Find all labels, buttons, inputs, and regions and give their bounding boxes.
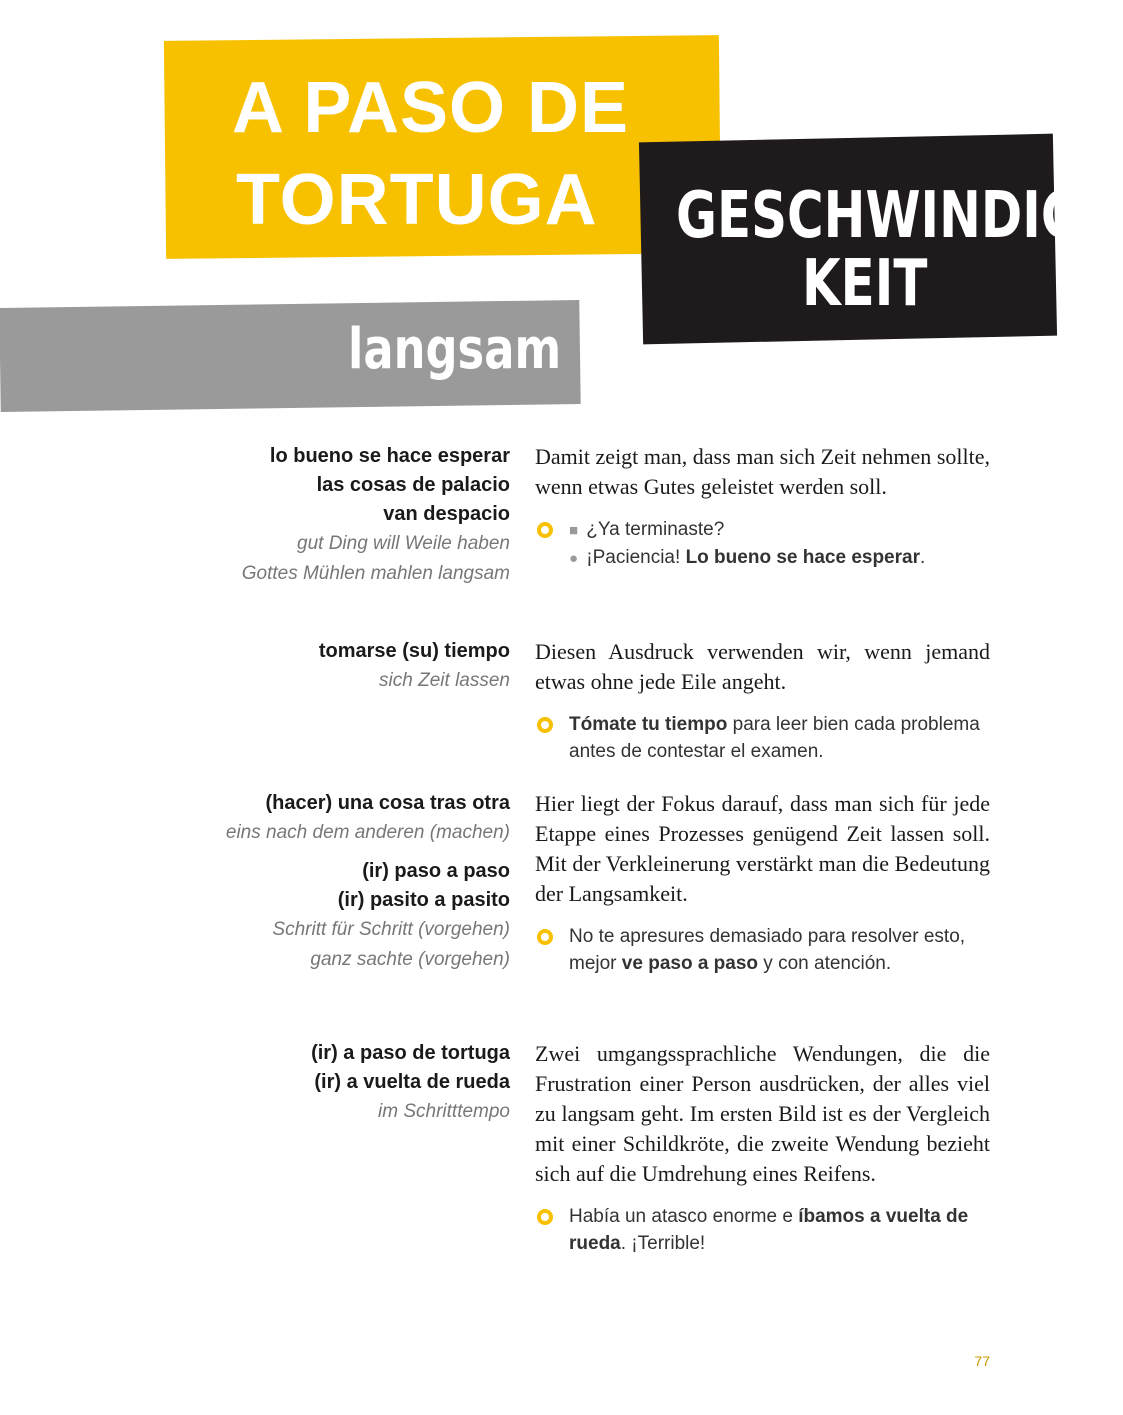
example-text: No te apresures demasiado para resolver esto, mejor [569, 926, 966, 974]
expression-column [160, 442, 510, 589]
translation: gut Ding will Weile haben [297, 533, 510, 554]
translation: Gottes Mühlen mahlen langsam [241, 563, 510, 584]
expression: las cosas de palacio [316, 474, 510, 496]
page-title-line-1: A PASO DE [232, 68, 630, 148]
example-text: y con atención. [758, 953, 892, 974]
example-highlight: Tómate tu tiempo [569, 714, 728, 735]
expression: (hacer) una cosa tras otra [265, 792, 510, 814]
example-line [569, 544, 990, 572]
expression: (ir) a vuelta de rueda [314, 1071, 510, 1093]
dot-marker-icon: ● [569, 550, 579, 567]
example-text: ¿Ya terminaste? [586, 519, 725, 540]
expression-column [160, 637, 510, 696]
expression-column [160, 1039, 510, 1127]
example-text: . ¡Terrible! [620, 1233, 706, 1254]
example-highlight: íbamos a vuelta de rueda [569, 1206, 969, 1254]
spacer [160, 848, 510, 857]
category-label-line-2: KEIT [802, 247, 928, 321]
page-number: 77 [974, 1353, 990, 1369]
translation: im Schritttempo [378, 1101, 510, 1122]
description: Hier liegt der Fokus darauf, dass man sich für jede Etappe eines Prozesses genügend Zeit lassen soll. Mit der Verkleinerung verstärkt man die Bedeutung der Langsamkeit. [535, 791, 990, 906]
example-highlight: ve paso a paso [621, 953, 759, 974]
ring-bullet-icon [537, 1209, 553, 1225]
explanation-column [535, 789, 990, 977]
explanation-column [535, 1039, 990, 1257]
translation: ganz sachte (vorgehen) [310, 949, 510, 970]
expression: (ir) pasito a pasito [337, 889, 510, 911]
example-text: ¡Paciencia! [586, 547, 686, 568]
translation: Schritt für Schritt (vorgehen) [272, 919, 510, 940]
example [535, 1203, 990, 1257]
description: Zwei umgangssprachliche Wendungen, die die Frustration einer Person ausdrücken, der alles viel zu langsam geht. Im ersten Bild ist es der Vergleich mit einer Schildkröte, die zweite Wendung bezieht sich auf die Umdrehung eines Reifens. [535, 1041, 990, 1186]
description: Damit zeigt man, dass man sich Zeit nehmen sollte, wenn etwas Gutes geleistet werden soll. [535, 444, 990, 499]
example [535, 923, 990, 977]
translation: sich Zeit lassen [379, 670, 510, 691]
example-text: . [919, 547, 926, 568]
square-marker-icon: ■ [569, 522, 579, 539]
expression: tomarse (su) tiempo [318, 640, 510, 662]
example-line [569, 516, 990, 544]
expression: (ir) a paso de tortuga [311, 1042, 510, 1064]
expression: (ir) paso a paso [362, 860, 510, 882]
subtitle: langsam [348, 317, 562, 382]
expression-column [160, 789, 510, 975]
example-highlight: Lo bueno se hace esperar [685, 547, 920, 568]
ring-bullet-icon [537, 717, 553, 733]
example-text: para leer bien cada problema antes de contestar el examen. [569, 714, 980, 762]
example [535, 711, 990, 765]
ring-bullet-icon [537, 929, 553, 945]
category-label-line-1: GESCHWINDIG- [676, 179, 1103, 253]
expression: van despacio [383, 503, 510, 525]
page-title-line-2: TORTUGA [236, 160, 598, 240]
example-text: Había un atasco enorme e [569, 1206, 799, 1227]
ring-bullet-icon [537, 522, 553, 538]
explanation-column [535, 637, 990, 765]
explanation-column [535, 442, 990, 572]
description: Diesen Ausdruck verwenden wir, wenn jemand etwas ohne jede Eile angeht. [535, 639, 990, 694]
translation: eins nach dem anderen (machen) [225, 822, 510, 843]
example [535, 516, 990, 572]
expression: lo bueno se hace esperar [269, 445, 510, 467]
